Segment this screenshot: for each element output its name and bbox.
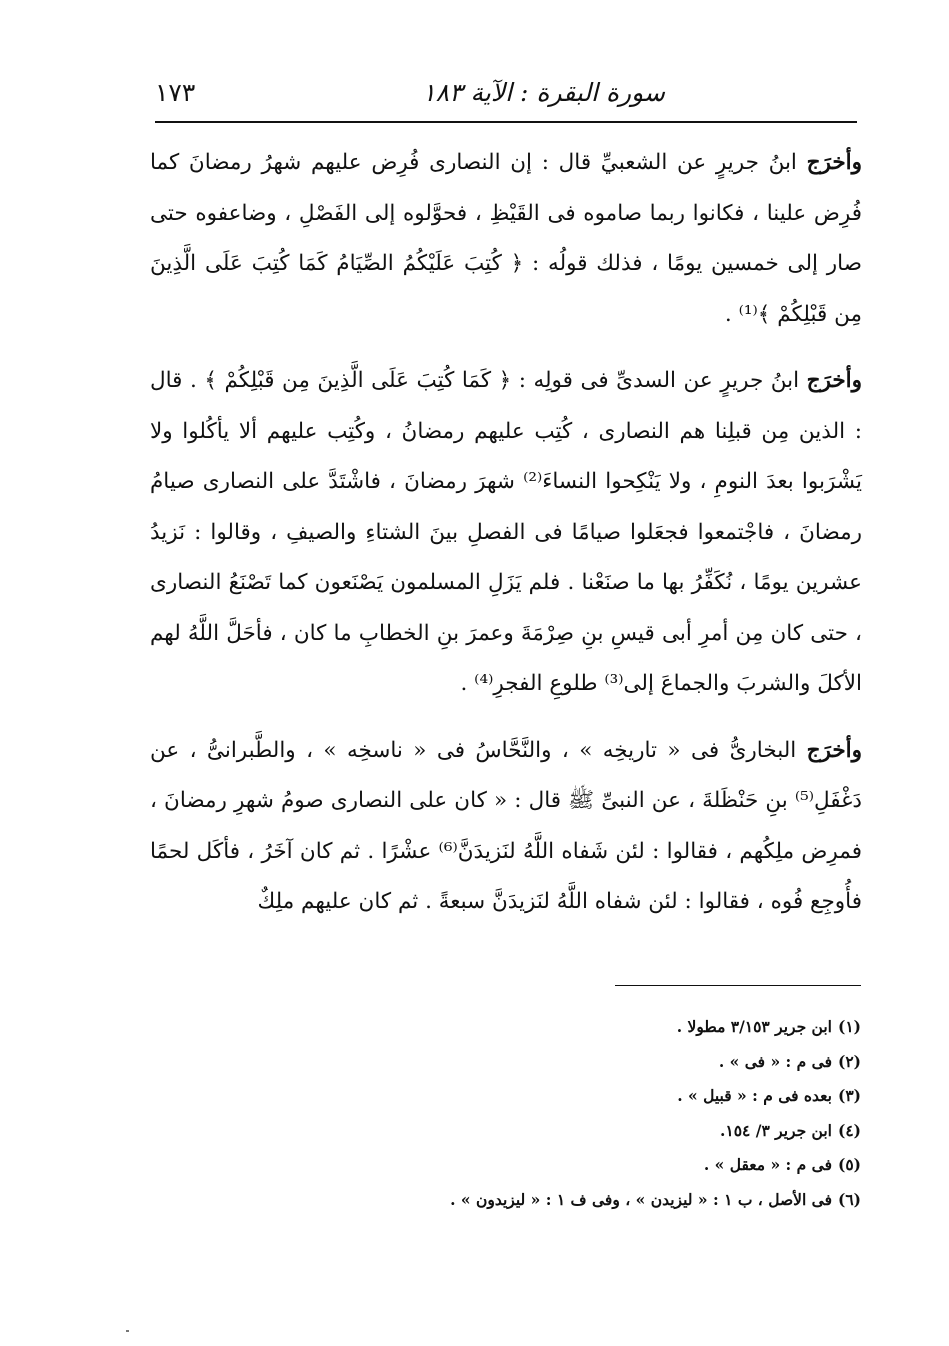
paragraph bbox=[150, 726, 862, 928]
footnote-text: بعده فى م : « قبيل » . bbox=[677, 1086, 832, 1105]
paragraph-lead: وأخرَج bbox=[806, 368, 862, 393]
footnote-text: ابن جرير ٣/ ١٥٤. bbox=[719, 1120, 832, 1140]
header-divider bbox=[155, 121, 857, 123]
footnote-number: (٣) bbox=[837, 1086, 861, 1105]
main-text bbox=[150, 138, 862, 944]
footnote-number: (٦) bbox=[837, 1189, 861, 1209]
footnote-text: فى م : « معقل » . bbox=[703, 1155, 832, 1174]
scan-speck bbox=[126, 1330, 129, 1332]
footnote-divider bbox=[615, 985, 861, 986]
paragraph-text: ابنُ جريرٍ عن السدىِّ فى قولِه : ﴿ كَمَا كُتِبَ عَلَى الَّذِينَ مِن قَبْلِكُمْ ﴾ . قال : الذين مِن قبلِنا هم النصارى ، كُتِب عليهم رمضانُ ، وكُتِب عليهم ألا يأكُلوا ولا يَشْرَبوا بعدَ النومِ ، ولا يَنْكِحوا النساءَ⁽²⁾ شهرَ رمضانَ ، فاشْتَدَّ على النصارى صيامُ رمضانَ ، فاجْتمعوا فجعَلوا صيامًا فى الفصلِ بينَ الشتاءِ والصيفِ ، وقالوا : نَزيدُ عشرين يومًا ، نُكَفِّرُ بها ما صنَعْنا . فلم يَزَلِ المسلمون يَصْنَعون كما تَصْنَعُ النصارى ، حتى كان مِن أمرِ أبى قيسِ بنِ صِرْمَةَ وعمرَ بنِ الخطابِ ما كان ، فأحَلَّ اللَّهُ لهم الأكلَ والشربَ والجماعَ إلى⁽³⁾ طلوعِ الفجرِ⁽⁴⁾ . bbox=[150, 368, 862, 696]
footnote-text: فى م : « فى » . bbox=[718, 1051, 832, 1071]
paragraph-lead: وأخرَج bbox=[806, 150, 862, 175]
footnote-number: (١) bbox=[837, 1017, 861, 1036]
footnote-number: (٤) bbox=[837, 1120, 861, 1140]
footnote bbox=[161, 1183, 861, 1218]
footnote bbox=[161, 1114, 861, 1149]
page-number: ١٧٣ bbox=[155, 78, 196, 107]
paragraph bbox=[150, 356, 862, 710]
footnote-number: (٥) bbox=[837, 1155, 861, 1174]
footnote-text: ابن جرير ٣/١٥٣ مطولا . bbox=[676, 1017, 832, 1036]
chapter-title: سورة البقرة : الآية ١٨٣ bbox=[422, 78, 665, 107]
paragraph-lead: وأخرَج bbox=[806, 737, 862, 763]
footnote bbox=[161, 1079, 861, 1114]
footnote-number: (٢) bbox=[837, 1051, 861, 1071]
footnote-text: فى الأصل ، ب ١ : « ليزيدن » ، وفى ف ١ : « ليزيدون » . bbox=[450, 1189, 832, 1209]
paragraph-text: البخارىُّ فى « تاريخِه » ، والنَّحَّاسُ فى « ناسخِه » ، والطَّبرانىُّ ، عن دَغْفَلِ⁽⁵⁾ بنِ حَنْظَلةَ ، عن النبىِّ ﷺ قال : « كان على النصارى صومُ شهرِ رمضانَ ، فمرِض ملِكُهم ، فقالوا : لئن شَفاه اللَّهُ لنَزيدَنَّ⁽⁶⁾ عشْرًا . ثم كان آخَرُ ، فأكَل لحمًا فأُوجِع فُوه ، فقالوا : لئن شفاه اللَّهُ لنَزيدَنَّ سبعةً . ثم كان عليهم ملِكٌ bbox=[150, 737, 862, 914]
running-header bbox=[155, 72, 855, 120]
footnote bbox=[161, 1010, 861, 1045]
paragraph bbox=[150, 138, 862, 340]
footnotes bbox=[161, 1010, 861, 1217]
paragraph-text: ابنُ جريرٍ عن الشعبيِّ قال : إن النصارى فُرِض عليهم شهرُ رمضانَ كما فُرِض علينا ، فكانوا ربما صاموه فى القَيْظِ ، فحوَّلوه إلى الفَصْلِ ، وضاعفوه حتى صار إلى خمسين يومًا ، فذلك قولُه : ﴿ كُتِبَ عَلَيْكُمُ الصِّيَامُ كَمَا كُتِبَ عَلَى الَّذِينَ مِن قَبْلِكُمْ ﴾⁽¹⁾ . bbox=[150, 150, 862, 327]
footnote bbox=[161, 1148, 861, 1183]
footnote bbox=[161, 1045, 861, 1080]
